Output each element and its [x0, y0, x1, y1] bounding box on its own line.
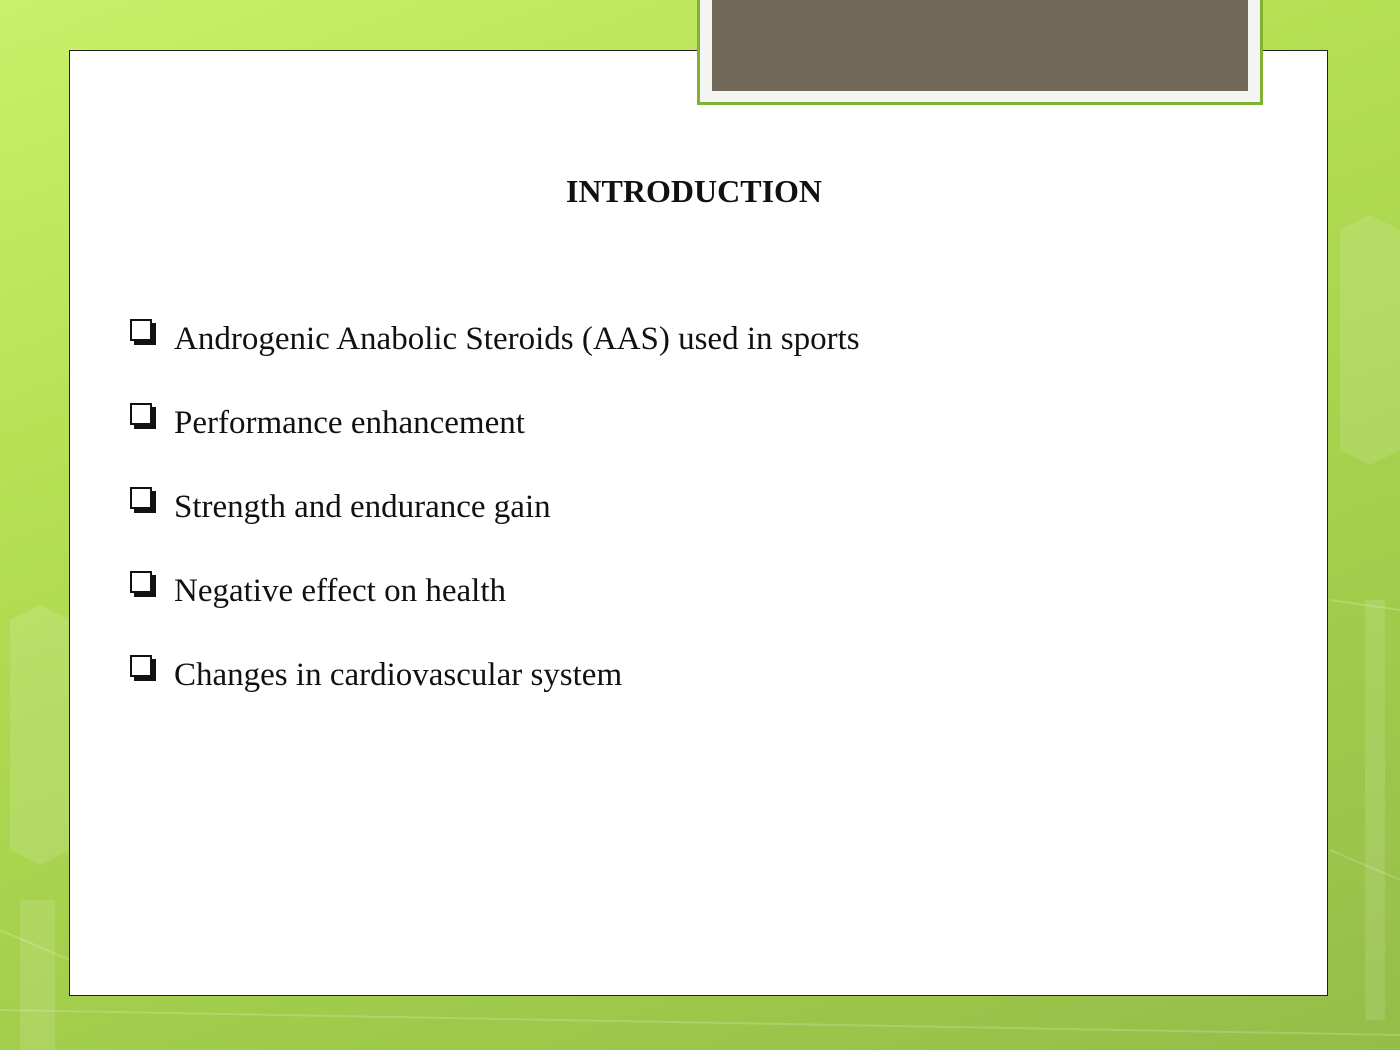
bullet-text: Changes in cardiovascular system — [174, 656, 623, 693]
bullet-item — [130, 381, 860, 465]
bullet-item — [130, 549, 860, 633]
bullet-list — [130, 297, 860, 717]
slide-title: INTRODUCTION — [565, 173, 823, 209]
checkbox-icon — [130, 571, 158, 599]
title-placeholder-tab — [697, 0, 1263, 105]
checkbox-icon — [130, 319, 158, 347]
checkbox-icon — [130, 655, 158, 683]
bullet-text: Strength and endurance gain — [174, 488, 551, 525]
checkbox-icon — [130, 403, 158, 431]
bullet-text: Negative effect on health — [174, 572, 506, 609]
bullet-item — [130, 465, 860, 549]
checkbox-icon — [130, 487, 158, 515]
title-placeholder-fill — [712, 0, 1248, 91]
bullet-text: Performance enhancement — [174, 404, 525, 441]
bullet-text: Androgenic Anabolic Steroids (AAS) used in sports — [174, 320, 860, 357]
bullet-item — [130, 297, 860, 381]
bullet-item — [130, 633, 860, 717]
